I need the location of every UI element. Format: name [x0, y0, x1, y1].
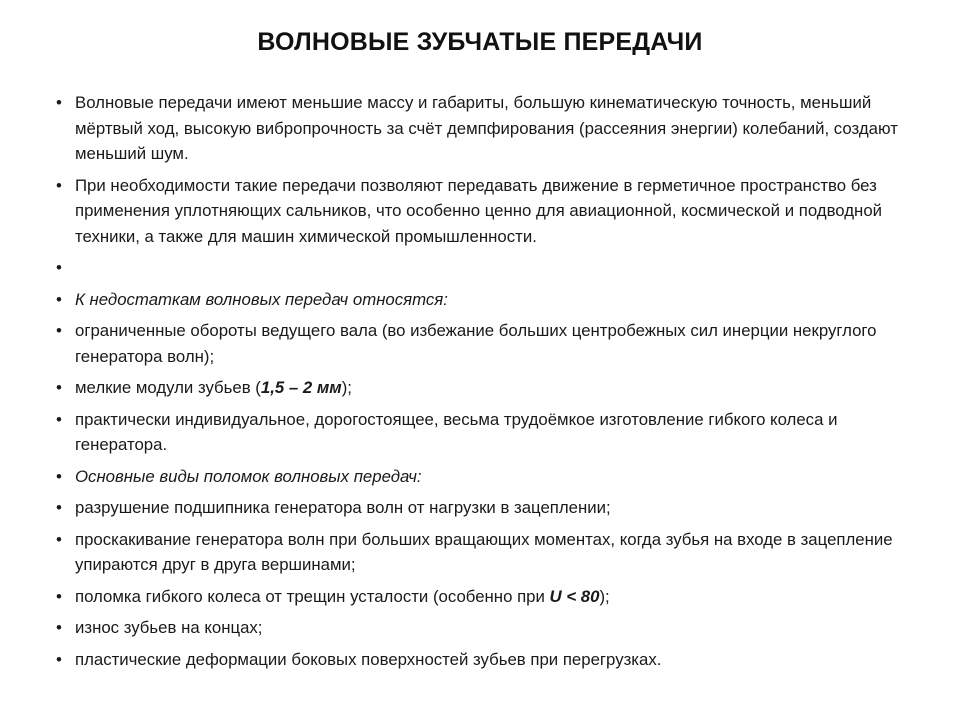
text-part: поломка гибкого колеса от трещин усталости (особенно при: [75, 586, 550, 606]
bullet-icon: •: [56, 321, 62, 340]
bullet-item: [56, 464, 906, 490]
bullet-icon: •: [56, 289, 62, 309]
bullet-list: [56, 90, 906, 678]
bullet-icon: •: [56, 618, 62, 637]
bullet-text: пластические деформации боковых поверхностей зубьев при перегрузках.: [75, 649, 662, 669]
bullet-icon: •: [56, 409, 62, 429]
bullet-text: износ зубьев на концах;: [75, 618, 263, 637]
bullet-item: [56, 495, 906, 521]
bullet-text: [75, 378, 352, 397]
text-part: мелкие модули зубьев (: [75, 378, 261, 397]
bullet-item: [56, 173, 906, 250]
bullet-text: ограниченные обороты ведущего вала (во избежание больших центробежных сил инерции некруглого генератора волн);: [75, 321, 877, 366]
bullet-item: [56, 287, 906, 313]
bullet-text: Волновые передачи имеют меньшие массу и габариты, большую кинематическую точность, меньший мёртвый ход, высокую вибропрочность за счёт демпфирования (рассеяния энергии) колебаний, создают меньший шум.: [75, 93, 898, 163]
bullet-item: [56, 615, 906, 641]
bullet-item: [56, 647, 906, 673]
text-part: );: [341, 378, 352, 397]
module-size-value: 1,5 – 2 мм: [260, 378, 342, 397]
bullet-item: [56, 584, 906, 610]
bullet-icon: •: [56, 378, 62, 397]
ratio-value: U < 80: [549, 586, 600, 606]
bullet-icon: •: [56, 466, 62, 486]
bullet-item-empty: [56, 255, 906, 281]
bullet-item: [56, 375, 906, 401]
bullet-item: [56, 318, 906, 369]
text-part: );: [599, 586, 610, 606]
slide-title: ВОЛНОВЫЕ ЗУБЧАТЫЕ ПЕРЕДАЧИ: [257, 28, 703, 56]
section-heading-failures: Основные виды поломок волновых передач:: [75, 466, 422, 486]
bullet-text: [75, 587, 610, 606]
bullet-icon: •: [56, 258, 62, 277]
bullet-item: [56, 527, 906, 578]
bullet-icon: •: [56, 586, 62, 606]
bullet-icon: •: [56, 649, 62, 669]
bullet-text: разрушение подшипника генератора волн от нагрузки в зацеплении;: [75, 498, 611, 517]
bullet-text: практически индивидуальное, дорогостоящее, весьма трудоёмкое изготовление гибкого колеса и генератора.: [75, 409, 838, 454]
bullet-item: [56, 90, 906, 167]
section-heading-disadvantages: К недостаткам волновых передач относятся:: [75, 289, 448, 309]
bullet-icon: •: [56, 498, 62, 517]
bullet-item: [56, 407, 906, 458]
bullet-icon: •: [56, 175, 62, 195]
bullet-text: проскакивание генератора волн при больших вращающих моментах, когда зубья на входе в зацепление упираются друг в друга вершинами;: [75, 529, 893, 574]
bullet-text: При необходимости такие передачи позволяют передавать движение в герметичное пространство без применения уплотняющих сальников, что особенно ценно для авиационной, космической и подводной техники, а также для машин химической промышленности.: [75, 175, 883, 246]
bullet-icon: •: [56, 93, 62, 112]
bullet-icon: •: [56, 529, 62, 549]
